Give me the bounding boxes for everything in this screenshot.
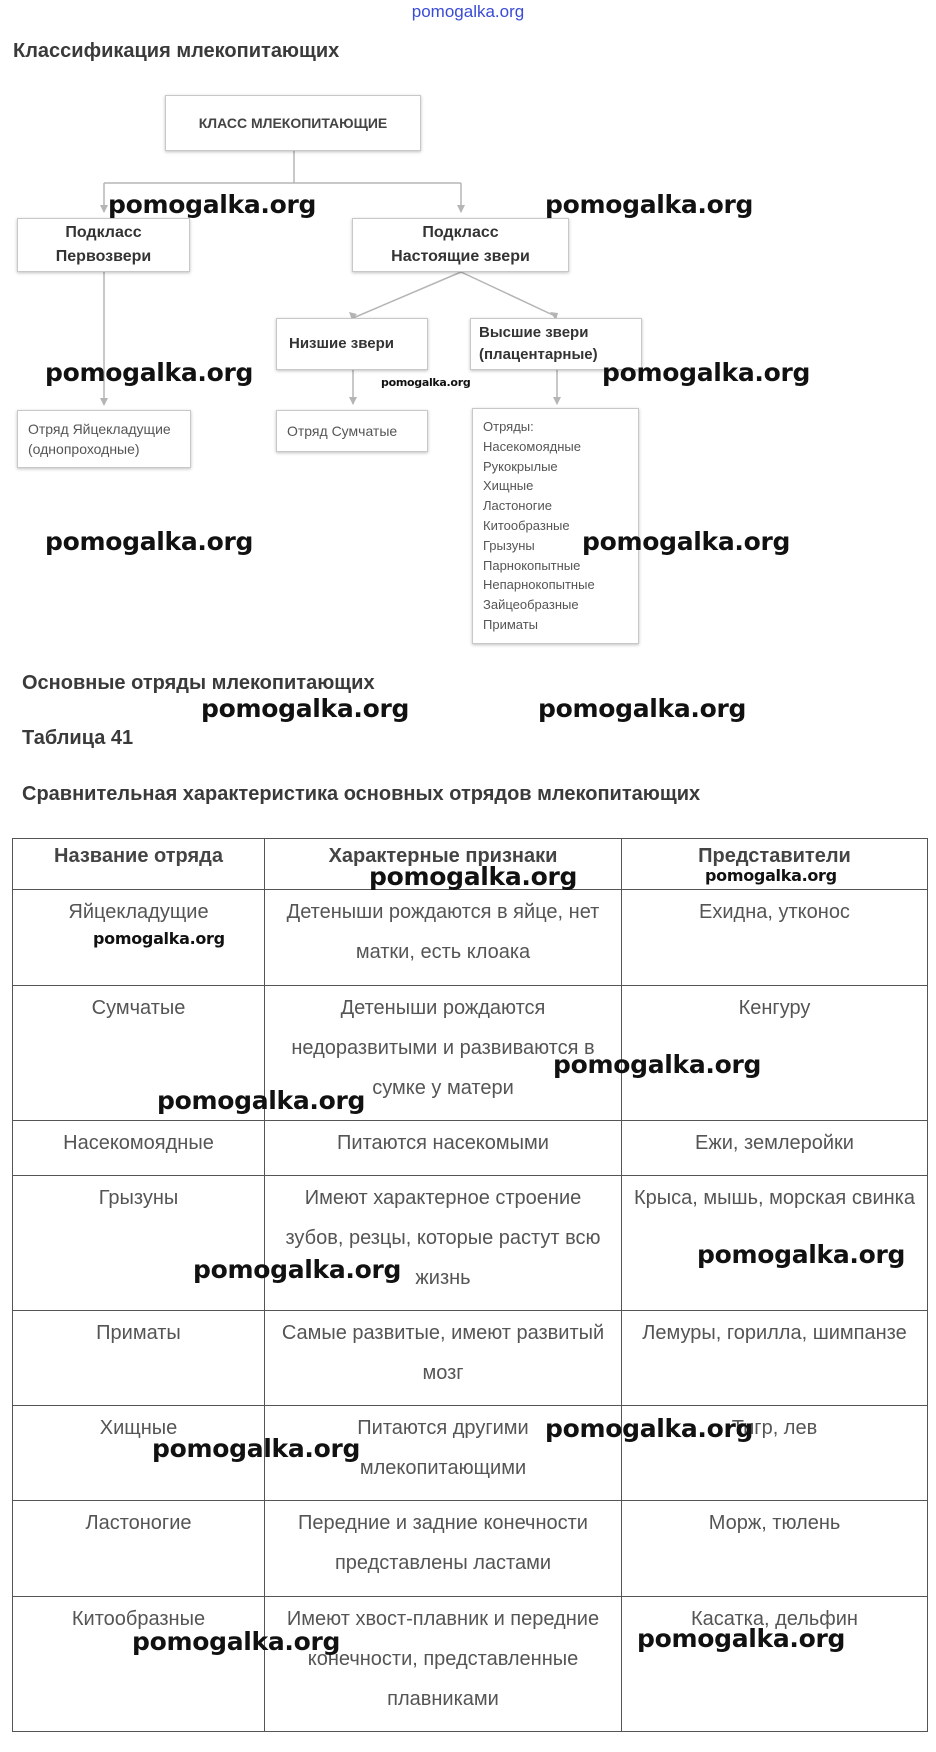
order-item: Непарнокопытные xyxy=(483,577,595,593)
watermark: pomogalka.org xyxy=(152,1434,361,1463)
watermark: pomogalka.org xyxy=(545,190,754,219)
table-row xyxy=(13,1501,928,1597)
page-title: Классификация млекопитающих xyxy=(13,40,340,62)
cell-representatives: Крыса, мышь, морская свинка xyxy=(622,1176,928,1311)
orders-list-box xyxy=(472,408,639,644)
cell-representatives: Ежи, землеройки xyxy=(622,1121,928,1176)
cell-representatives: Касатка, дельфин xyxy=(622,1597,928,1732)
watermark: pomogalka.org xyxy=(697,1240,906,1269)
cell-features: Детеныши рождаются недоразвитыми и развиваются в сумке у матери xyxy=(265,986,622,1121)
watermark: pomogalka.org xyxy=(369,862,578,891)
watermark: pomogalka.org xyxy=(108,190,317,219)
orders-table xyxy=(12,838,928,1732)
subclass-prototheria-box xyxy=(17,218,190,272)
watermark: pomogalka.org xyxy=(157,1086,366,1115)
cell-features: Имеют хвост-плавник и передние конечности, представленные плавниками xyxy=(265,1597,622,1732)
cell-representatives: Ехидна, утконос xyxy=(622,890,928,986)
order-item: Ластоногие xyxy=(483,498,552,514)
watermark: pomogalka.org xyxy=(381,376,471,389)
table-row xyxy=(13,1597,928,1732)
table-title: Сравнительная характеристика основных отрядов млекопитающих xyxy=(22,783,701,805)
subclass-theria-box xyxy=(352,218,569,272)
order-item: Приматы xyxy=(483,616,539,632)
order-item: Насекомоядные xyxy=(483,438,581,454)
order-item: Грызуны xyxy=(483,537,535,553)
watermark: pomogalka.org xyxy=(705,866,837,885)
cell-order: Сумчатые xyxy=(13,986,265,1121)
subclass-prototheria-line1: Подкласс xyxy=(65,224,142,241)
header-representatives: Представители xyxy=(622,839,928,890)
order-monotremes-line2: (однопроходные) xyxy=(28,441,140,457)
cell-features: Самые развитые, имеют развитый мозг xyxy=(265,1311,622,1406)
watermark: pomogalka.org xyxy=(45,527,254,556)
cell-features: Питаются другими млекопитающими xyxy=(265,1406,622,1501)
section-title: Основные отряды млекопитающих xyxy=(22,672,375,694)
order-marsupials-label: Отряд Сумчатые xyxy=(287,423,398,439)
order-monotremes-box xyxy=(17,410,191,468)
cell-representatives: Лемуры, горилла, шимпанзе xyxy=(622,1311,928,1406)
cell-order: Хищные xyxy=(13,1406,265,1501)
class-mammals-label: КЛАСС МЛЕКОПИТАЮЩИЕ xyxy=(198,115,388,131)
orders-heading: Отряды: xyxy=(483,419,534,434)
cell-order: Китообразные xyxy=(13,1597,265,1732)
cell-representatives: Кенгуру xyxy=(622,986,928,1121)
higher-beasts-line2: (плацентарные) xyxy=(479,346,598,363)
lower-beasts-box xyxy=(276,318,428,370)
cell-order: Ластоногие xyxy=(13,1501,265,1597)
watermark: pomogalka.org xyxy=(538,694,747,723)
table-row xyxy=(13,986,928,1121)
order-item: Хищные xyxy=(483,478,534,494)
order-item: Китообразные xyxy=(483,517,570,533)
cell-order: Приматы xyxy=(13,1311,265,1406)
higher-beasts-line1: Высшие звери xyxy=(479,324,589,341)
cell-order: Насекомоядные xyxy=(13,1121,265,1176)
watermark: pomogalka.org xyxy=(602,358,811,387)
watermark: pomogalka.org xyxy=(45,358,254,387)
cell-order: Яйцекладущие xyxy=(13,890,265,986)
order-monotremes-line1: Отряд Яйцекладущие xyxy=(28,421,171,437)
cell-representatives: Морж, тюлень xyxy=(622,1501,928,1597)
watermark: pomogalka.org xyxy=(93,929,225,948)
watermark: pomogalka.org xyxy=(582,527,791,556)
watermark: pomogalka.org xyxy=(637,1624,846,1653)
class-mammals-box xyxy=(165,95,421,151)
cell-features: Детеныши рождаются в яйце, нет матки, есть клоака xyxy=(265,890,622,986)
order-item: Рукокрылые xyxy=(483,458,558,474)
table-row xyxy=(13,1406,928,1501)
table-row xyxy=(13,1311,928,1406)
cell-features: Питаются насекомыми xyxy=(265,1121,622,1176)
subclass-theria-line2: Настоящие звери xyxy=(391,248,530,265)
diagram-connectors xyxy=(0,0,936,680)
watermark: pomogalka.org xyxy=(545,1414,754,1443)
table-row xyxy=(13,1121,928,1176)
cell-order: Грызуны xyxy=(13,1176,265,1311)
watermark: pomogalka.org xyxy=(193,1255,402,1284)
order-marsupials-box xyxy=(276,410,428,452)
watermark: pomogalka.org xyxy=(201,694,410,723)
watermark: pomogalka.org xyxy=(132,1627,341,1656)
header-order-name: Название отряда xyxy=(13,839,265,890)
cell-features: Передние и задние конечности представлены ластами xyxy=(265,1501,622,1597)
subclass-theria-line1: Подкласс xyxy=(422,224,499,241)
order-item: Зайцеобразные xyxy=(483,597,579,613)
header-features: Характерные признаки xyxy=(265,839,622,890)
cell-representatives: Тигр, лев xyxy=(622,1406,928,1501)
subclass-prototheria-line2: Первозвери xyxy=(55,248,152,265)
table-label: Таблица 41 xyxy=(22,727,134,749)
site-link[interactable]: pomogalka.org xyxy=(411,2,525,21)
cell-features: Имеют характерное строение зубов, резцы, которые растут всю жизнь xyxy=(265,1176,622,1311)
order-item: Парнокопытные xyxy=(483,557,581,573)
watermark: pomogalka.org xyxy=(553,1050,762,1079)
lower-beasts-label: Низшие звери xyxy=(289,335,394,352)
